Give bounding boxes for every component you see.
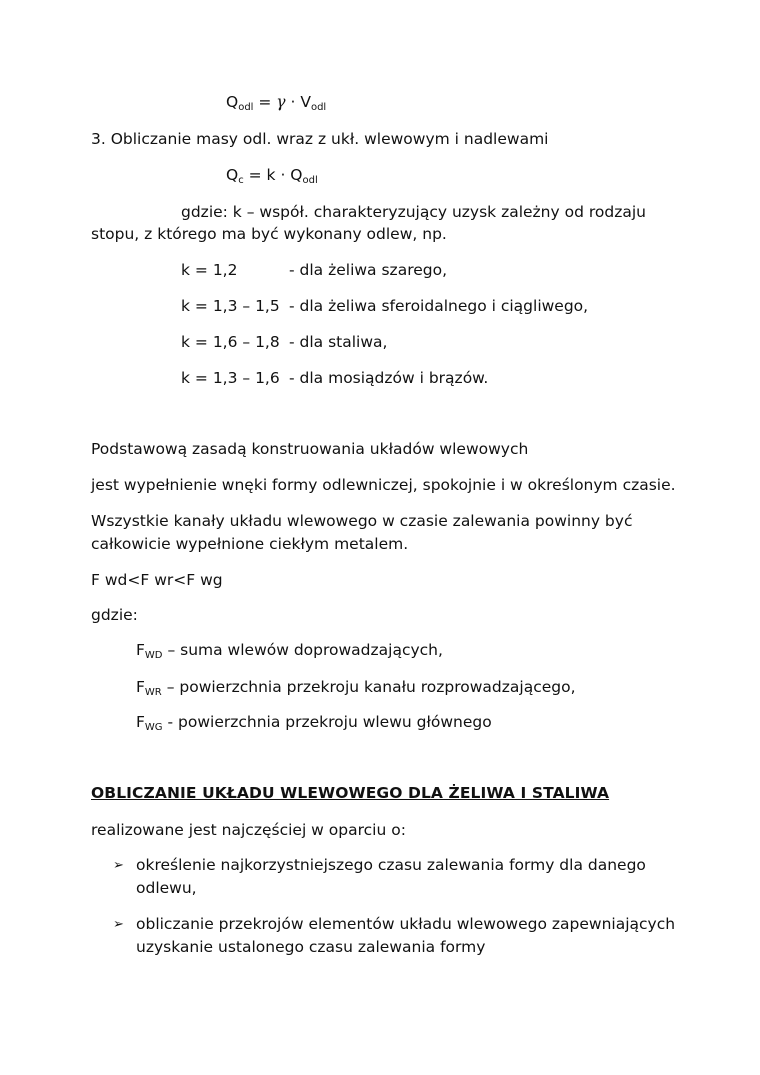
para1-line-1: Podstawową zasadą konstruowania układów wlewowych	[91, 440, 529, 458]
f-symbol: F	[136, 713, 145, 731]
formula-equals: =	[253, 93, 277, 111]
f-subscript: WD	[144, 650, 163, 661]
formula-subscript: odl	[302, 175, 318, 186]
k-desc: - dla staliwa,	[289, 333, 388, 351]
f-symbol: F	[136, 678, 145, 696]
para1-line-2: jest wypełnienie wnęki formy odlewniczej, spokojnie i w określonym czasie.	[91, 476, 676, 494]
formula-symbol: Q	[226, 93, 239, 111]
bullet-line-2: odlewu,	[136, 879, 197, 897]
para2-line-1: Wszystkie kanały układu wlewowego w czasie zalewania powinny być	[91, 512, 633, 530]
where-line-1: gdzie: k – współ. charakteryzujący uzysk zależny od rodzaju	[181, 203, 646, 221]
k-value: k = 1,3 – 1,6	[181, 369, 280, 387]
bullet-line-1: określenie najkorzystniejszego czasu zalewania formy dla danego	[136, 856, 646, 874]
k-value-row	[181, 331, 387, 354]
f-subscript: WR	[144, 687, 162, 698]
formula-subscript: c	[238, 175, 244, 186]
k-value: k = 1,6 – 1,8	[181, 333, 280, 351]
step3-heading: 3. Obliczanie masy odl. wraz z ukł. wlewowym i nadlewami	[91, 130, 549, 148]
k-desc: - dla żeliwa szarego,	[289, 261, 448, 279]
formula-rhs: = k · Q	[243, 166, 303, 184]
k-value-row	[181, 259, 447, 282]
k-desc: - dla żeliwa sferoidalnego i ciągliwego,	[289, 297, 589, 315]
formula-subscript: odl	[238, 102, 254, 113]
f-desc: – suma wlewów doprowadzających,	[162, 641, 443, 659]
formula-dot: ·	[285, 93, 301, 111]
k-value: k = 1,2	[181, 261, 238, 279]
where-label: gdzie:	[91, 606, 138, 624]
inequality: F wd<F wr<F wg	[91, 571, 223, 589]
where-line-2: stopu, z którego ma być wykonany odlew, np.	[91, 225, 447, 243]
bullet-line-1: obliczanie przekrojów elementów układu wlewowego zapewniających	[136, 915, 676, 933]
formula-subscript: odl	[310, 102, 327, 113]
k-value: k = 1,3 – 1,5	[181, 297, 280, 315]
formula-q-odl	[226, 91, 326, 114]
k-desc: - dla mosiądzów i brązów.	[289, 369, 489, 387]
f-subscript: WG	[144, 722, 163, 733]
bullet-arrow-icon: ➢	[113, 858, 124, 873]
formula-symbol: Q	[226, 166, 239, 184]
formula-gamma: γ	[276, 93, 286, 111]
f-symbol: F	[136, 641, 145, 659]
para2-line-2: całkowicie wypełnione ciekłym metalem.	[91, 535, 409, 553]
f-def-row	[136, 639, 443, 662]
section-intro: realizowane jest najczęściej w oparciu o:	[91, 821, 406, 839]
bullet-arrow-icon: ➢	[113, 917, 124, 932]
f-def-row	[136, 676, 576, 699]
f-def-row	[136, 711, 492, 734]
formula-qc	[226, 164, 318, 187]
k-value-row	[181, 367, 488, 390]
f-desc: – powierzchnia przekroju kanału rozprowadzającego,	[161, 678, 576, 696]
f-desc: - powierzchnia przekroju wlewu głównego	[162, 713, 492, 731]
bullet-line-2: uzyskanie ustalonego czasu zalewania formy	[136, 938, 486, 956]
k-value-row	[181, 295, 588, 318]
formula-symbol: V	[300, 93, 311, 111]
section-heading: OBLICZANIE UKŁADU WLEWOWEGO DLA ŻELIWA I STALIWA	[91, 784, 610, 802]
